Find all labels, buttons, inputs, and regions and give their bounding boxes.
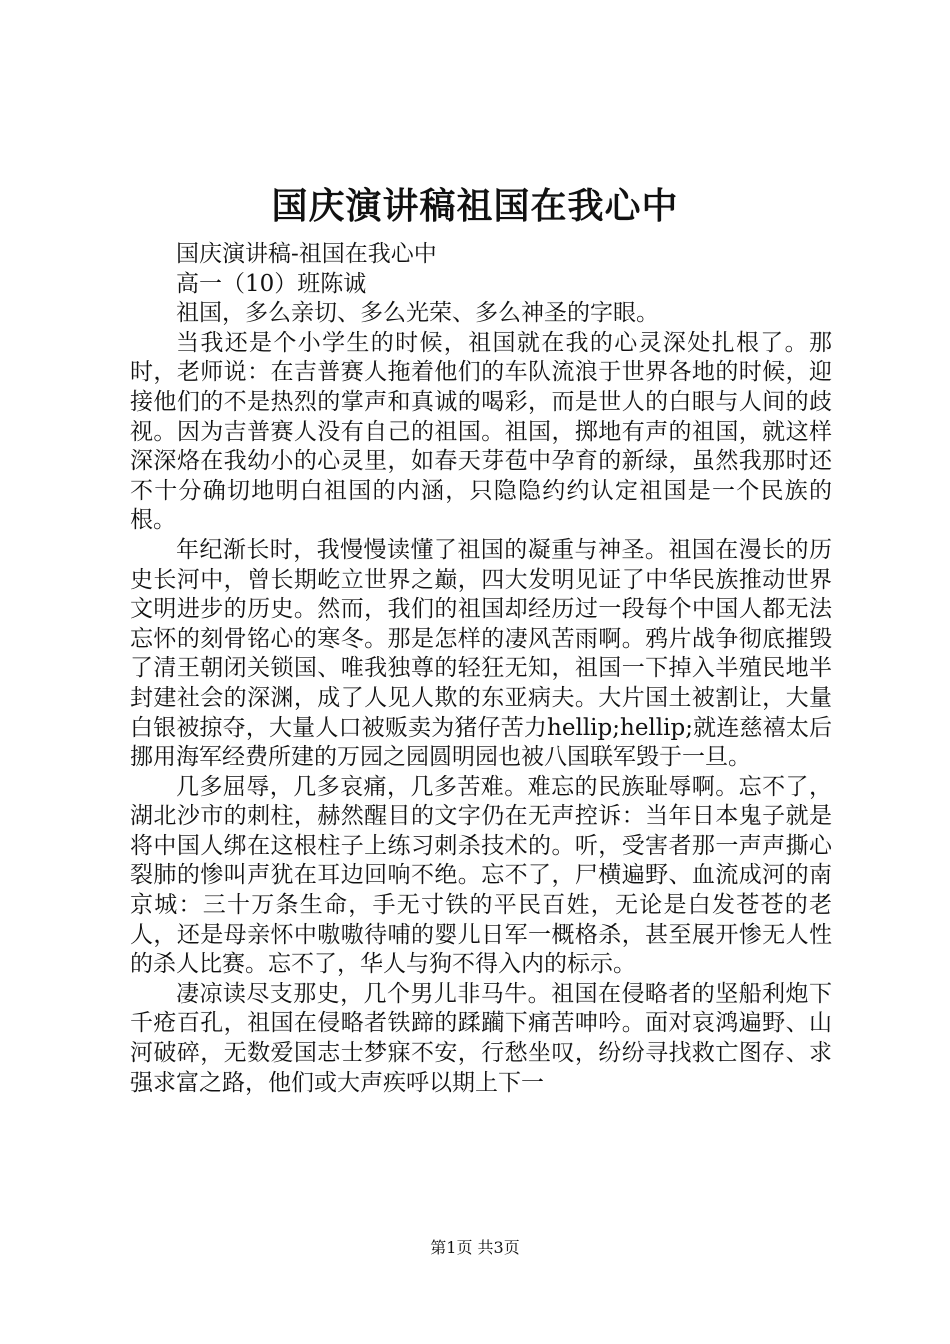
paragraph-speech-heading: 国庆演讲稿-祖国在我心中 (176, 241, 437, 267)
document-body (130, 240, 832, 1098)
paragraph-childhood: 当我还是个小学生的时候，祖国就在我的心灵深处扎根了。那时，老师说：在吉普赛人拖着他们的车队流浪于世界各地的时候，迎接他们的不是热烈的掌声和真诚的喝彩，而是世人的白眼与人间的歧视。因为吉普赛人没有自己的祖国。祖国，掷地有声的祖国，就这样深深烙在我幼小的心灵里，如春天芽苞中孕育的新绿，虽然我那时还不十分确切地明白祖国的内涵，只隐隐约约认定祖国是一个民族的根。 (130, 329, 832, 534)
paragraph-opening: 祖国，多么亲切、多么光荣、多么神圣的字眼。 (176, 300, 659, 327)
paragraph-author-line: 高一（10）班陈诚 (176, 270, 367, 297)
paragraph-history: 年纪渐长时，我慢慢读懂了祖国的凝重与神圣。祖国在漫长的历史长河中，曾长期屹立世界之巅，四大发明见证了中华民族推动世界文明进步的历史。然而，我们的祖国却经历过一段每个中国人都无法忘怀的刻骨铭心的寒冬。那是怎样的凄风苦雨啊。鸦片战争彻底摧毁了清王朝闭关锁国、唯我独尊的轻狂无知，祖国一下掉入半殖民地半封建社会的深渊，成了人见人欺的东亚病夫。大片国土被割让，大量白银被掠夺，大量人口被贩卖为猪仔苦力hellip;hellip;就连慈禧太后挪用海军经费所建的万园之园圆明园也被八国联军毁于一旦。 (130, 536, 832, 771)
paragraph-humiliation: 几多屈辱，几多哀痛，几多苦难。难忘的民族耻辱啊。忘不了，湖北沙市的刺柱，赫然醒目的文字仍在无声控诉：当年日本鬼子就是将中国人绑在这根柱子上练习刺杀技术的。听，受害者那一声声撕心裂肺的惨叫声犹在耳边回响不绝。忘不了，尸横遍野、血流成河的南京城：三十万条生命，手无寸铁的平民百姓，无论是白发苍苍的老人，还是母亲怀中嗷嗷待哺的婴儿日军一概格杀，甚至展开惨无人性的杀人比赛。忘不了，华人与狗不得入内的标示。 (130, 773, 832, 978)
page-footer: 第1页 共3页 (430, 1238, 520, 1257)
paragraph-patriots: 凄凉读尽支那史，几个男儿非马牛。祖国在侵略者的坚船利炮下千疮百孔，祖国在侵略者铁蹄的蹂躏下痛苦呻吟。面对哀鸿遍野、山河破碎，无数爱国志士梦寐不安，行愁坐叹，纷纷寻找救亡图存、求强求富之路，他们或大声疾呼以期上下一 (130, 980, 832, 1096)
page-title: 国庆演讲稿祖国在我心中 (271, 185, 679, 227)
